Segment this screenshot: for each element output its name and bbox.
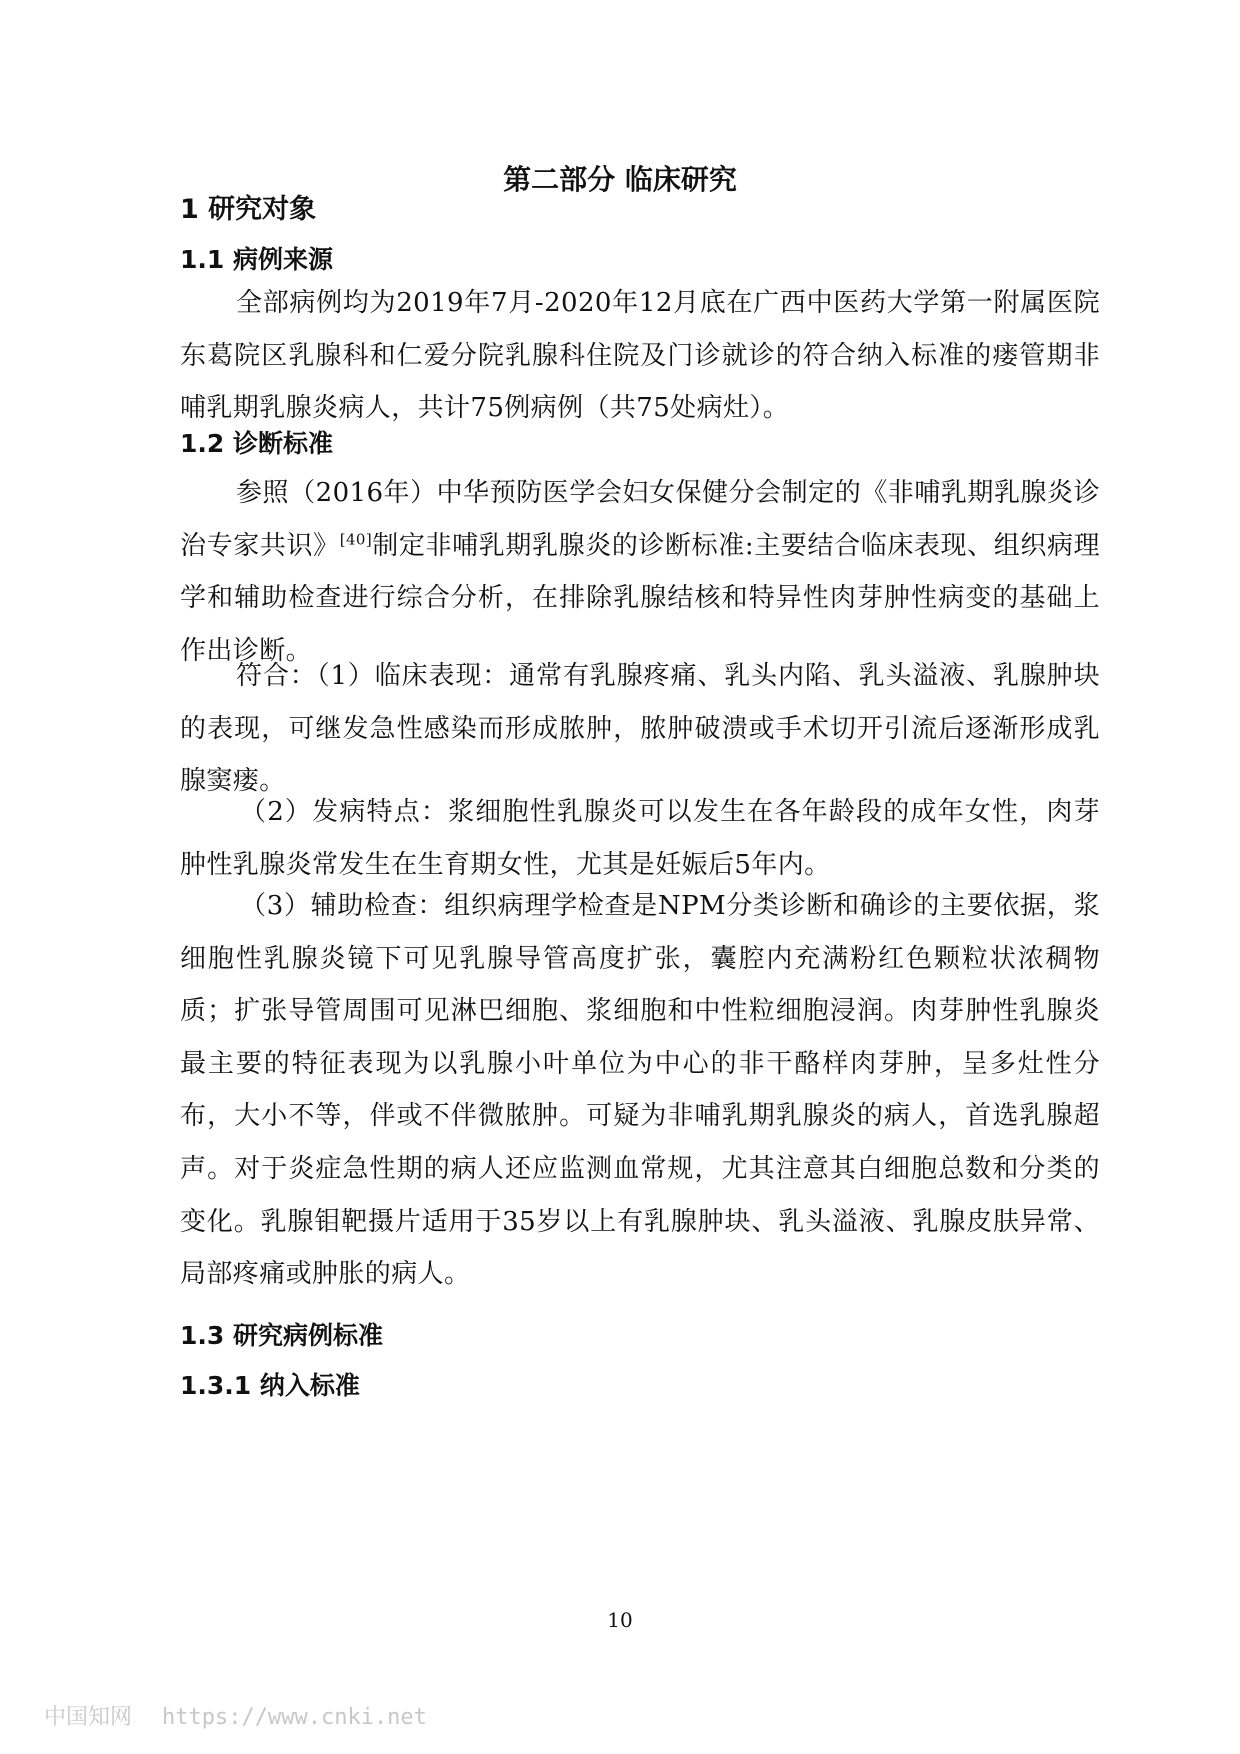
page-number: 10	[607, 1608, 633, 1632]
heading-1-2-diagnostic-criteria: 1.2 诊断标准	[180, 429, 333, 458]
cnki-watermark	[44, 1700, 427, 1731]
paragraph-clinical-manifestation: 符合：（1）临床表现：通常有乳腺疼痛、乳头内陷、乳头溢液、乳腺肿块的表现，可继发急性感染而形成脓肿，脓肿破溃或手术切开引流后逐渐形成乳腺窦瘘。	[180, 661, 1100, 797]
paragraph-auxiliary-examination: （3）辅助检查：组织病理学检查是NPM分类诊断和确诊的主要依据，浆细胞性乳腺炎镜下可见乳腺导管高度扩张，囊腔内充满粉红色颗粒状浓稠物质；扩张导管周围可见淋巴细胞、浆细胞和中性粒细胞浸润。肉芽肿性乳腺炎最主要的特征表现为以乳腺小叶单位为中心的非干酪样肉芽肿，呈多灶性分布，大小不等，伴或不伴微脓肿。可疑为非哺乳期乳腺炎的病人，首选乳腺超声。对于炎症急性期的病人还应监测血常规，尤其注意其白细胞总数和分类的变化。乳腺钼靶摄片适用于35岁以上有乳腺肿块、乳头溢液、乳腺皮肤异常、局部疼痛或肿胀的病人。	[180, 891, 1100, 1290]
page-title: 第二部分 临床研究	[503, 163, 737, 196]
heading-1-research-subjects: 1 研究对象	[180, 194, 317, 225]
heading-1-3-study-case-criteria: 1.3 研究病例标准	[180, 1321, 383, 1350]
paragraph-diagnostic-criteria	[180, 467, 1100, 677]
paragraph-onset-characteristics: （2）发病特点：浆细胞性乳腺炎可以发生在各年龄段的成年女性，肉芽肿性乳腺炎常发生在生育期女性，尤其是妊娠后5年内。	[180, 797, 1100, 880]
paragraph-diagnostic-criteria-part-1: 参照（2016年）中华预防医学会妇女保健分会制定的《非哺乳期乳腺炎诊治专家共识》	[180, 478, 1100, 561]
heading-1-3-1-inclusion-criteria: 1.3.1 纳入标准	[180, 1371, 360, 1400]
paragraph-diagnostic-criteria-part-2: 制定非哺乳期乳腺炎的诊断标准:主要结合临床表现、组织病理学和辅助检查进行综合分析，在排除乳腺结核和特异性肉芽肿性病变的基础上作出诊断。	[180, 530, 1100, 666]
paragraph-case-source: 全部病例均为2019年7月-2020年12月底在广西中医药大学第一附属医院东葛院区乳腺科和仁爱分院乳腺科住院及门诊就诊的符合纳入标准的瘘管期非哺乳期乳腺炎病人，共计75例病例（共75处病灶）。	[180, 288, 1100, 424]
watermark-brand: 中国知网	[44, 1705, 133, 1730]
citation-reference: [40]	[339, 529, 373, 548]
watermark-url: https://www.cnki.net	[162, 1705, 427, 1730]
heading-1-1-case-source: 1.1 病例来源	[180, 245, 333, 274]
